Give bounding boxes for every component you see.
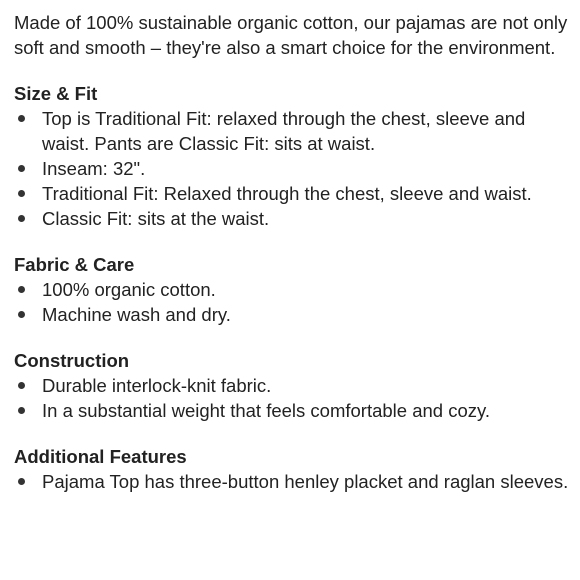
product-description (14, 10, 570, 494)
list-item-text: Pajama Top has three-button henley placket and raglan sleeves. (42, 471, 569, 492)
bullet-icon (18, 407, 25, 414)
bullet-list (14, 469, 570, 494)
list-item (14, 373, 570, 398)
bullet-icon (18, 311, 25, 318)
intro-paragraph: Made of 100% sustainable organic cotton, our pajamas are not only soft and smooth – they're also a smart choice for the environment. (14, 12, 568, 58)
bullet-icon (18, 215, 25, 222)
list-item (14, 469, 570, 494)
list-item-text: Inseam: 32". (42, 158, 146, 179)
list-item-text: Machine wash and dry. (42, 304, 231, 325)
list-item-text: Top is Traditional Fit: relaxed through the chest, sleeve and waist. Pants are Classic Fit: sits at waist. (42, 108, 526, 154)
list-item (14, 106, 570, 156)
list-item-text: Durable interlock-knit fabric. (42, 375, 272, 396)
list-item (14, 302, 570, 327)
section-fabric-care (14, 253, 570, 327)
list-item-text: Traditional Fit: Relaxed through the chest, sleeve and waist. (42, 183, 532, 204)
bullet-icon (18, 286, 25, 293)
section-heading: Fabric & Care (14, 254, 135, 275)
bullet-list (14, 277, 570, 327)
list-item-text: In a substantial weight that feels comfortable and cozy. (42, 400, 491, 421)
bullet-list (14, 106, 570, 231)
bullet-icon (18, 165, 25, 172)
bullet-icon (18, 478, 25, 485)
bullet-icon (18, 382, 25, 389)
section-heading: Size & Fit (14, 83, 98, 104)
section-heading: Additional Features (14, 446, 187, 467)
section-size-fit (14, 82, 570, 231)
list-item (14, 398, 570, 423)
section-additional-features (14, 445, 570, 494)
section-heading: Construction (14, 350, 130, 371)
bullet-list (14, 373, 570, 423)
list-item (14, 181, 570, 206)
list-item (14, 206, 570, 231)
list-item-text: 100% organic cotton. (42, 279, 216, 300)
list-item (14, 277, 570, 302)
section-construction (14, 349, 570, 423)
list-item (14, 156, 570, 181)
list-item-text: Classic Fit: sits at the waist. (42, 208, 270, 229)
bullet-icon (18, 190, 25, 197)
bullet-icon (18, 115, 25, 122)
